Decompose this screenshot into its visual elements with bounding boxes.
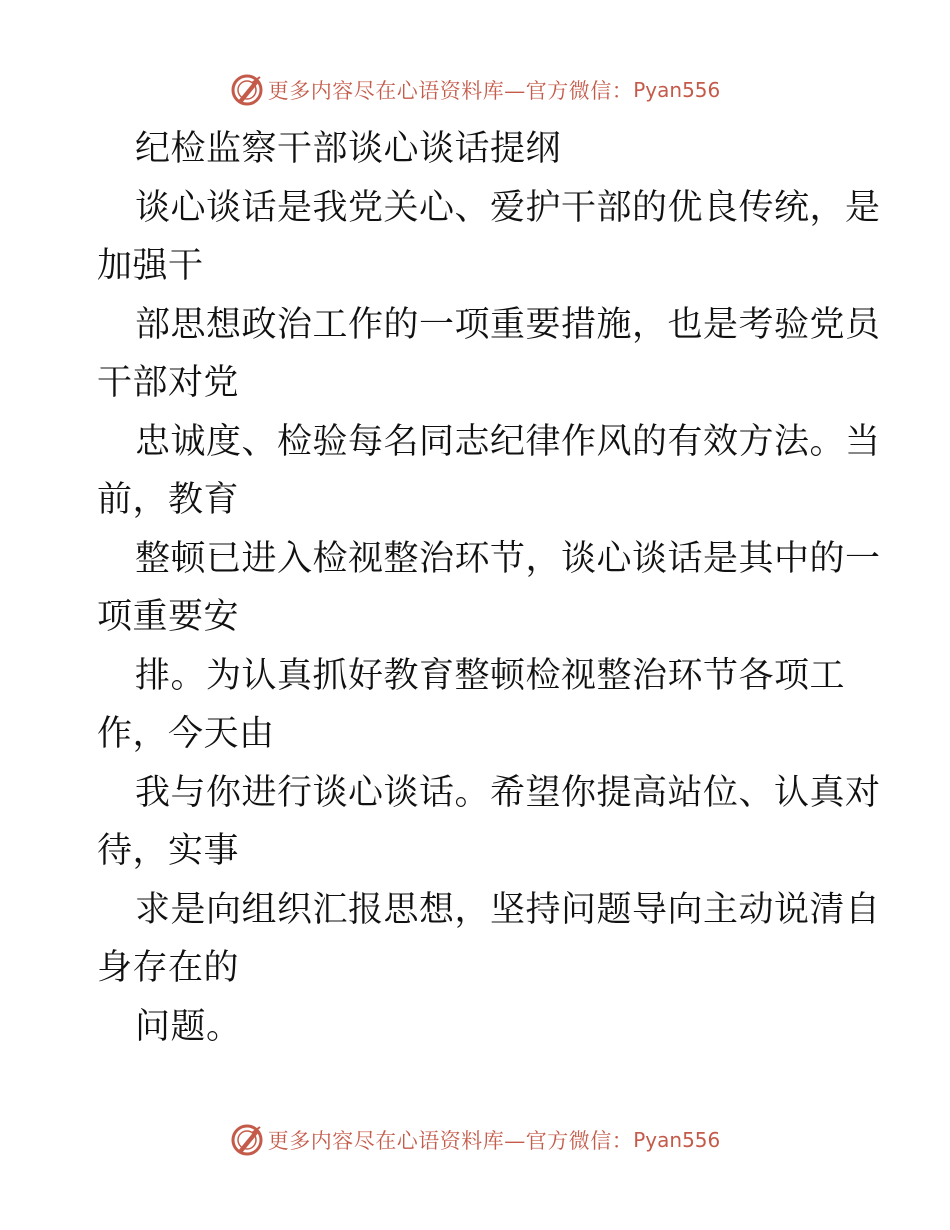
text-line: 待，实事 xyxy=(97,831,240,871)
text-line: 干部对党 xyxy=(97,363,240,403)
text-line: 部思想政治工作的一项重要措施，也是考验党员 xyxy=(135,304,881,345)
text-line: 整顿已进入检视整治环节，谈心谈话是其中的一 xyxy=(135,538,881,579)
text-line: 忠诚度、检验每名同志纪律作风的有效方法。当 xyxy=(135,421,881,462)
watermark-wechat-id: Pyan556 xyxy=(633,1128,721,1152)
document-body xyxy=(97,120,881,1056)
text-line: 排。为认真抓好教育整顿检视整治环节各项工 xyxy=(135,655,846,696)
text-line: 前，教育 xyxy=(97,480,240,520)
text-line: 项重要安 xyxy=(97,597,240,637)
text-line: 加强干 xyxy=(97,246,204,286)
document-paragraph xyxy=(97,179,881,1057)
watermark-wechat-id: Pyan556 xyxy=(633,78,721,102)
header-watermark xyxy=(0,70,950,110)
quill-pen-logo-icon xyxy=(230,73,264,107)
text-line: 谈心谈话是我党关心、爱护干部的优良传统，是 xyxy=(135,187,881,228)
document-title: 纪检监察干部谈心谈话提纲 xyxy=(135,129,562,169)
footer-watermark xyxy=(0,1120,950,1160)
text-line: 问题。 xyxy=(135,1006,242,1047)
text-line: 作，今天由 xyxy=(97,714,275,754)
text-line: 求是向组织汇报思想，坚持问题导向主动说清自 xyxy=(135,889,881,930)
watermark-text: 更多内容尽在心语资料库—官方微信： xyxy=(267,1129,634,1153)
text-line: 我与你进行谈心谈话。希望你提高站位、认真对 xyxy=(135,772,881,813)
text-line: 身存在的 xyxy=(97,948,240,988)
watermark-text: 更多内容尽在心语资料库—官方微信： xyxy=(267,79,634,103)
quill-pen-logo-icon xyxy=(230,1123,264,1157)
